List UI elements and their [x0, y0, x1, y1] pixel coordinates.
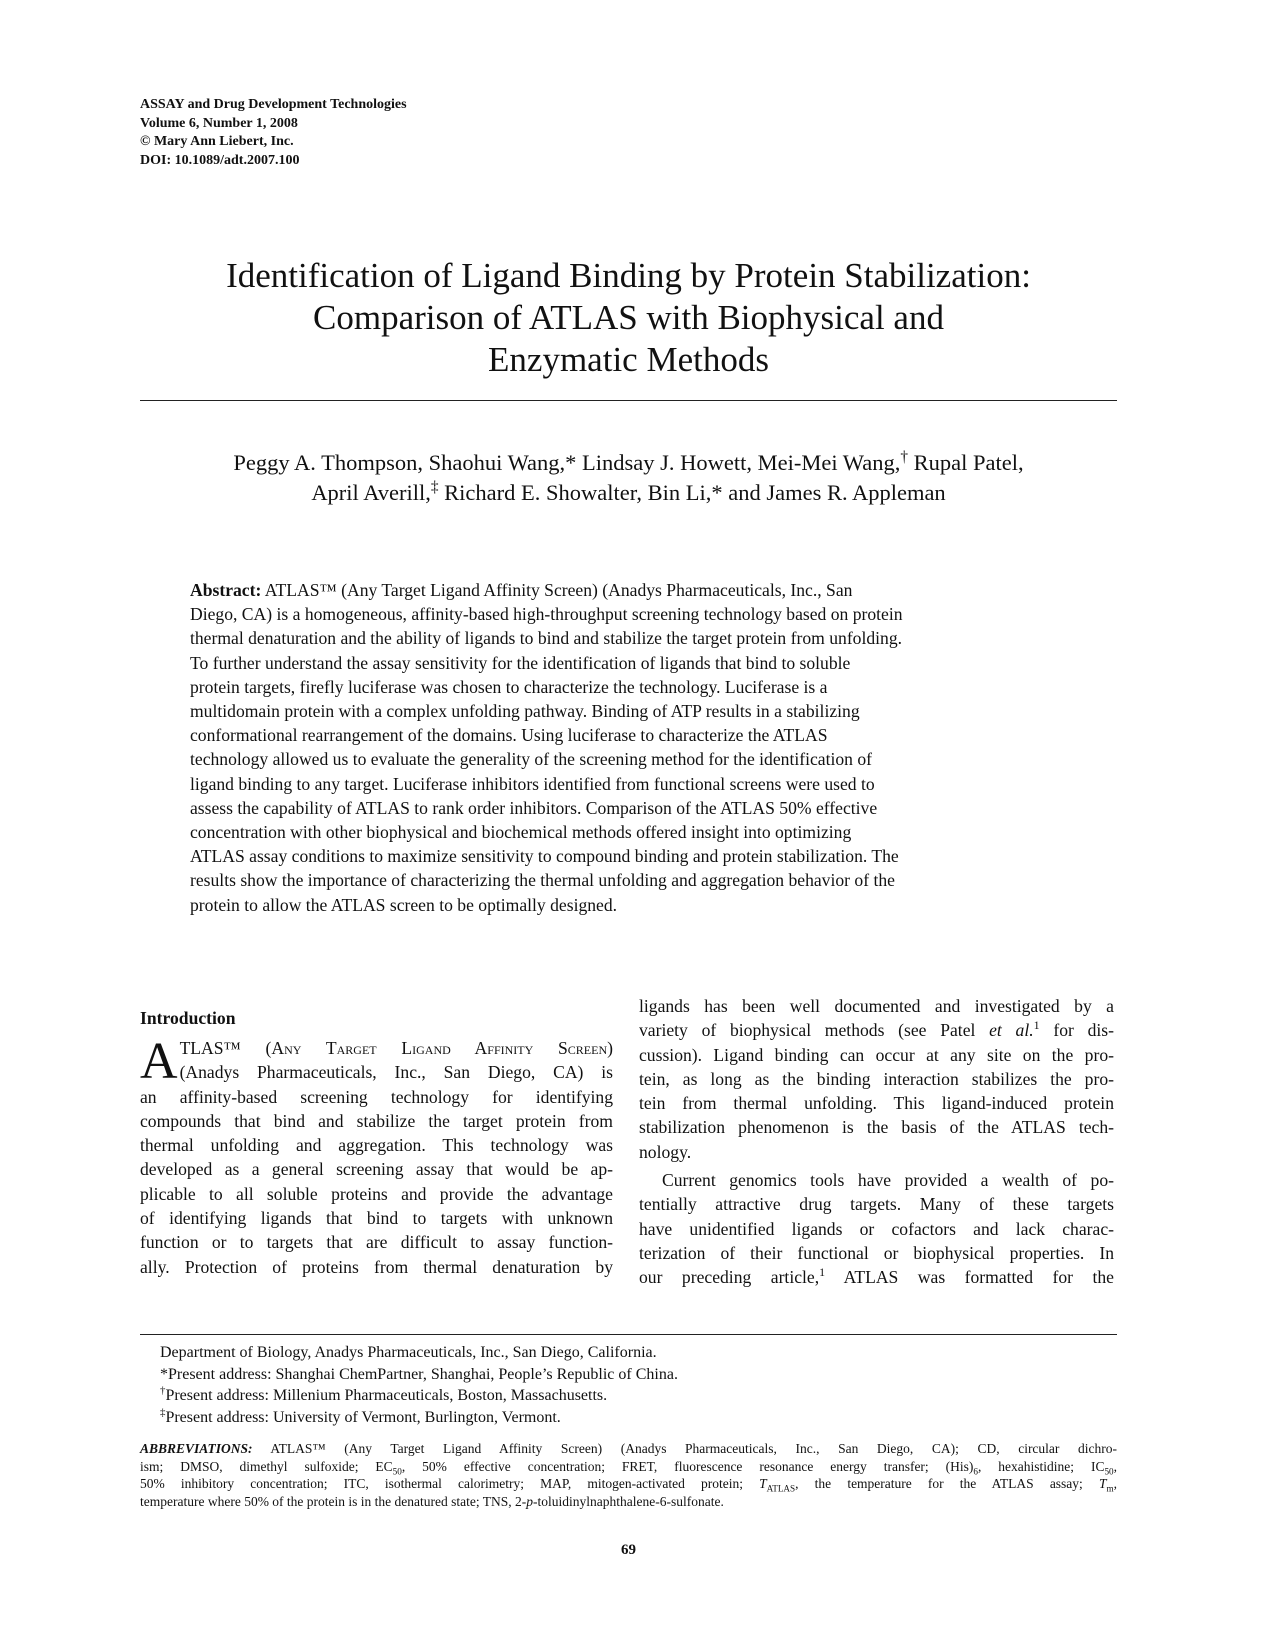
- abstract-line: Diego, CA) is a homogeneous, affinity-based high-throughput screening technology based on protein: [190, 604, 903, 625]
- footnote-star: *Present address: Shanghai ChemPartner, Shanghai, People’s Republic of China.: [160, 1365, 678, 1383]
- abstract-line: ATLAS assay conditions to maximize sensitivity to compound binding and protein stabilization. The: [190, 846, 899, 867]
- text-line: tein, as long as the binding interaction stabilizes the pro-: [639, 1068, 1114, 1089]
- journal-header: [140, 96, 407, 170]
- abstract-line: thermal denaturation and the ability of ligands to bind and stabilize the target protein from unfolding.: [190, 628, 903, 649]
- footnote-divider: [140, 1334, 1117, 1335]
- drop-cap: A: [140, 1033, 178, 1090]
- abbreviations: [140, 1440, 1117, 1510]
- title-line: Enzymatic Methods: [488, 340, 769, 379]
- abstract-line: technology allowed us to evaluate the generality of the screening method for the identification of: [190, 749, 873, 770]
- section-heading-introduction: Introduction: [140, 1008, 236, 1028]
- text-line: plicable to all soluble proteins and provide the advantage: [140, 1183, 613, 1204]
- text-line: an affinity-based screening technology for identifying: [140, 1086, 613, 1107]
- abstract: [190, 578, 1070, 917]
- abstract-line: multidomain protein with a complex unfolding pathway. Binding of ATP results in a stabilizing: [190, 701, 860, 722]
- abbrev-label: ABBREVIATIONS:: [140, 1441, 253, 1456]
- text-line: variety of biophysical methods (see Patel et al.$^1$ for dis-: [639, 1018, 1114, 1041]
- abstract-line: ligand binding to any target. Luciferase inhibitors identified from functional screens were used to: [190, 773, 875, 794]
- journal-copyright: © Mary Ann Liebert, Inc.: [140, 134, 294, 149]
- text-line: stabilization phenomenon is the basis of the ATLAS tech-: [639, 1117, 1114, 1138]
- author-line: Peggy A. Thompson, Shaohui Wang,* Lindsay J. Howett, Mei-Mei Wang,† Rupal Patel,: [233, 448, 1024, 475]
- abstract-line: protein targets, firefly luciferase was chosen to characterize the technology. Luciferase is a: [190, 676, 828, 697]
- abstract-line: protein to allow the ATLAS screen to be optimally designed.: [190, 894, 618, 915]
- title-line: Comparison of ATLAS with Biophysical and: [313, 298, 944, 337]
- footnote-double-dagger: ‡Present address: University of Vermont, Burlington, Vermont.: [160, 1406, 561, 1426]
- text-line: of identifying ligands that bind to targets with unknown: [140, 1208, 613, 1229]
- abbrev-line: temperature where 50% of the protein is in the denatured state; TNS, 2-p-toluidinylnaphthalene-6-sulfonate.: [140, 1493, 724, 1509]
- journal-name: ASSAY and Drug Development Technologies: [140, 97, 407, 112]
- citation-ref: 1: [1033, 1018, 1040, 1033]
- author-line: April Averill,‡ Richard E. Showalter, Bin Li,* and James R. Appleman: [311, 478, 946, 505]
- abstract-line: results show the importance of characterizing the thermal unfolding and aggregation behavior of the: [190, 870, 895, 891]
- abstract-label: Abstract:: [190, 580, 262, 600]
- abbrev-line: 50% inhibitory concentration; ITC, isothermal calorimetry; MAP, mitogen-activated protein; $T_{ATLAS}$, the temperature for the ATLAS assay; $T_m$,: [140, 1476, 1117, 1494]
- text-line: function or to targets that are difficult to assay function-: [140, 1232, 613, 1253]
- text-line: cussion). Ligand binding can occur at any site on the pro-: [639, 1044, 1114, 1065]
- abstract-line: Abstract: ATLAS™ (Any Target Ligand Affinity Screen) (Anadys Pharmaceuticals, Inc., San: [190, 580, 853, 600]
- journal-volume: Volume 6, Number 1, 2008: [140, 115, 298, 131]
- citation-ref: 1: [819, 1265, 826, 1280]
- text-line: (Anadys Pharmaceuticals, Inc., San Diego, CA) is: [179, 1062, 613, 1083]
- abstract-line: assess the capability of ATLAS to rank order inhibitors. Comparison of the ATLAS 50% effective: [190, 797, 878, 818]
- text-line: nology.: [639, 1141, 692, 1162]
- title-divider: [140, 400, 1117, 401]
- article-title: [140, 255, 1117, 381]
- text-line: terization of their functional or biophysical properties. In: [639, 1242, 1114, 1263]
- page-number: 69: [621, 1542, 636, 1558]
- journal-doi: DOI: 10.1089/adt.2007.100: [140, 152, 300, 168]
- text-line: tentially attractive drug targets. Many of these targets: [639, 1194, 1114, 1215]
- footnote-dagger: †Present address: Millenium Pharmaceuticals, Boston, Massachusetts.: [160, 1384, 608, 1404]
- text-line: compounds that bind and stabilize the target protein from: [140, 1110, 613, 1131]
- author-list: [140, 448, 1117, 508]
- text-line: developed as a general screening assay that would be ap-: [140, 1159, 613, 1180]
- abbrev-line: ABBREVIATIONS: ATLAS™ (Any Target Ligand Affinity Screen) (Anadys Pharmaceuticals, Inc., San Diego, CA); CD, circular dichro-: [140, 1441, 1117, 1456]
- text-line: Current genomics tools have provided a wealth of po-: [662, 1170, 1114, 1191]
- abstract-line: concentration with other biophysical and biochemical methods offered insight into optimizing: [190, 822, 852, 843]
- footnote-affiliation: Department of Biology, Anadys Pharmaceuticals, Inc., San Diego, California.: [160, 1344, 657, 1361]
- intro-left-column: [140, 1033, 613, 1279]
- intro-right-column: [639, 994, 1114, 1290]
- abbrev-line: ism; DMSO, dimethyl sulfoxide; $EC_{50}$, 50% effective concentration; FRET, fluorescence resonance energy transfer; $(His)_6$, hexahistidine; $IC_{50}$,: [140, 1458, 1118, 1477]
- text-line: tein from thermal unfolding. This ligand-induced protein: [639, 1093, 1114, 1114]
- text-line: ligands has been well documented and investigated by a: [639, 996, 1114, 1016]
- text-line: ally. Protection of proteins from thermal denaturation by: [140, 1256, 613, 1277]
- text-line: our preceding article,$^1$ ATLAS was formatted for the: [639, 1265, 1114, 1288]
- footnotes: [160, 1342, 678, 1428]
- text-line: thermal unfolding and aggregation. This technology was: [140, 1135, 613, 1156]
- abstract-line: To further understand the assay sensitivity for the identification of ligands that bind to soluble: [190, 652, 851, 673]
- text-line: TLAS™ (Any Target Ligand Affinity Screen): [179, 1038, 613, 1058]
- title-line: Identification of Ligand Binding by Protein Stabilization:: [226, 256, 1031, 295]
- text-line: have unidentified ligands or cofactors and lack charac-: [639, 1218, 1114, 1239]
- abstract-line: conformational rearrangement of the domains. Using luciferase to characterize the ATLAS: [190, 725, 828, 746]
